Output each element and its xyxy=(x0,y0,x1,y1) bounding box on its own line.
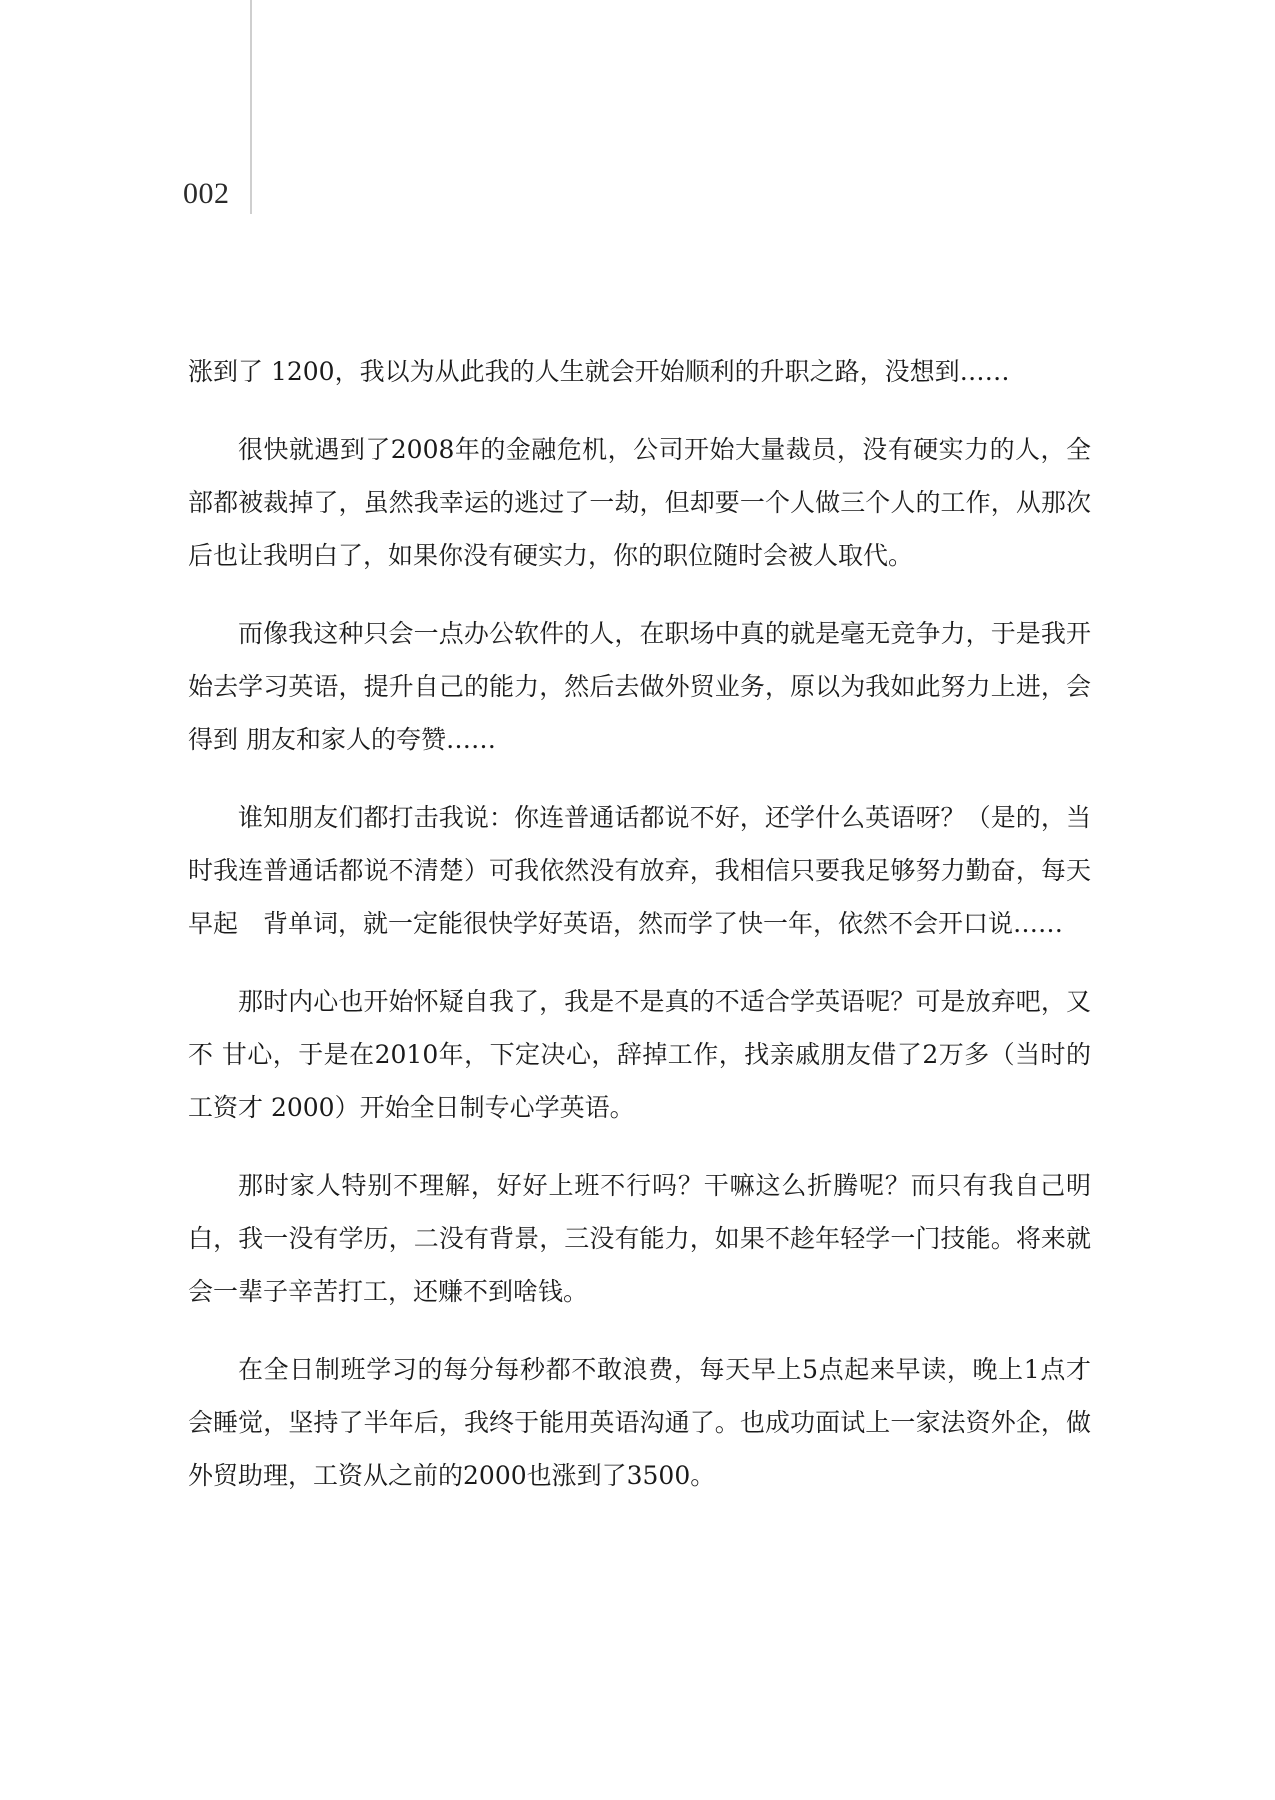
paragraph-continuation: 涨到了 1200，我以为从此我的人生就会开始顺利的升职之路，没想到…… xyxy=(188,357,1010,386)
paragraph: 在全日制班学习的每分每秒都不敢浪费，每天早上5点起来早读，晚上1点才会睡觉，坚持了半年后，我终于能用英语沟通了。也成功面试上一家法资外企，做外贸助理，工资从之前的2000也涨到了3500。 xyxy=(188,1355,1091,1490)
paragraph: 谁知朋友们都打击我说：你连普通话都说不好，还学什么英语呀？（是的，当时我连普通话都说不清楚）可我依然没有放弃，我相信只要我足够努力勤奋，每天早起 背单词，就一定能很快学好英语，然而学了快一年，依然不会开口说…… xyxy=(188,803,1091,938)
margin-rule xyxy=(250,0,252,214)
paragraph: 那时家人特别不理解，好好上班不行吗？干嘛这么折腾呢？而只有我自己明白，我一没有学历，二没有背景，三没有能力，如果不趁年轻学一门技能。将来就会一辈子辛苦打工，还赚不到啥钱。 xyxy=(188,1171,1091,1306)
paragraph: 很快就遇到了2008年的金融危机，公司开始大量裁员，没有硬实力的人，全部都被裁掉了，虽然我幸运的逃过了一劫，但却要一个人做三个人的工作，从那次后也让我明白了，如果你没有硬实力，你的职位随时会被人取代。 xyxy=(188,435,1091,570)
paragraph: 而像我这种只会一点办公软件的人，在职场中真的就是毫无竞争力，于是我开始去学习英语，提升自己的能力，然后去做外贸业务，原以为我如此努力上进，会得到 朋友和家人的夸赞…… xyxy=(188,619,1091,754)
body-text xyxy=(188,345,1091,1527)
page-number: 002 xyxy=(183,177,230,210)
paragraph: 那时内心也开始怀疑自我了，我是不是真的不适合学英语呢？可是放弃吧，又不 甘心，于是在2010年，下定决心，辞掉工作，找亲戚朋友借了2万多（当时的工资才 2000）开始全日制专心学英语。 xyxy=(188,987,1091,1122)
